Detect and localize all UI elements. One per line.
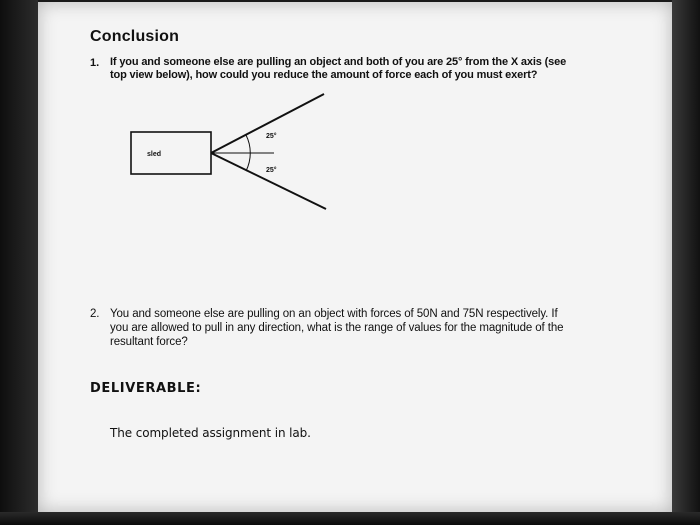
sled-label: sled xyxy=(147,151,162,158)
lower-rope-line xyxy=(211,153,326,209)
sled-box xyxy=(131,132,211,174)
photo-edge-left xyxy=(0,0,38,525)
question-2-line-2: you are allowed to pull in any direction, what is the range of values for the magnitude of the xyxy=(110,322,564,334)
upper-rope-line xyxy=(211,94,324,153)
question-2-line-1: You and someone else are pulling on an object with forces of 50N and 75N respectively. If xyxy=(110,308,558,320)
upper-angle-label: 25° xyxy=(266,133,277,140)
deliverable-text: The completed assignment in lab. xyxy=(110,426,311,440)
question-1-number: 1. xyxy=(90,57,100,69)
section-heading: Conclusion xyxy=(90,28,180,45)
photo-edge-right xyxy=(672,0,700,525)
question-1-line-1: If you and someone else are pulling an object and both of you are 25° from the X axis (see xyxy=(110,56,567,68)
question-1-line-2: top view below), how could you reduce the amount of force each of you must exert? xyxy=(110,69,538,81)
worksheet-page xyxy=(38,2,672,512)
lower-angle-label: 25° xyxy=(266,167,277,174)
deliverable-heading: DELIVERABLE: xyxy=(90,381,202,396)
question-2-line-3: resultant force? xyxy=(110,336,188,348)
photo-edge-bottom xyxy=(0,512,700,525)
question-2-number: 2. xyxy=(90,308,100,320)
